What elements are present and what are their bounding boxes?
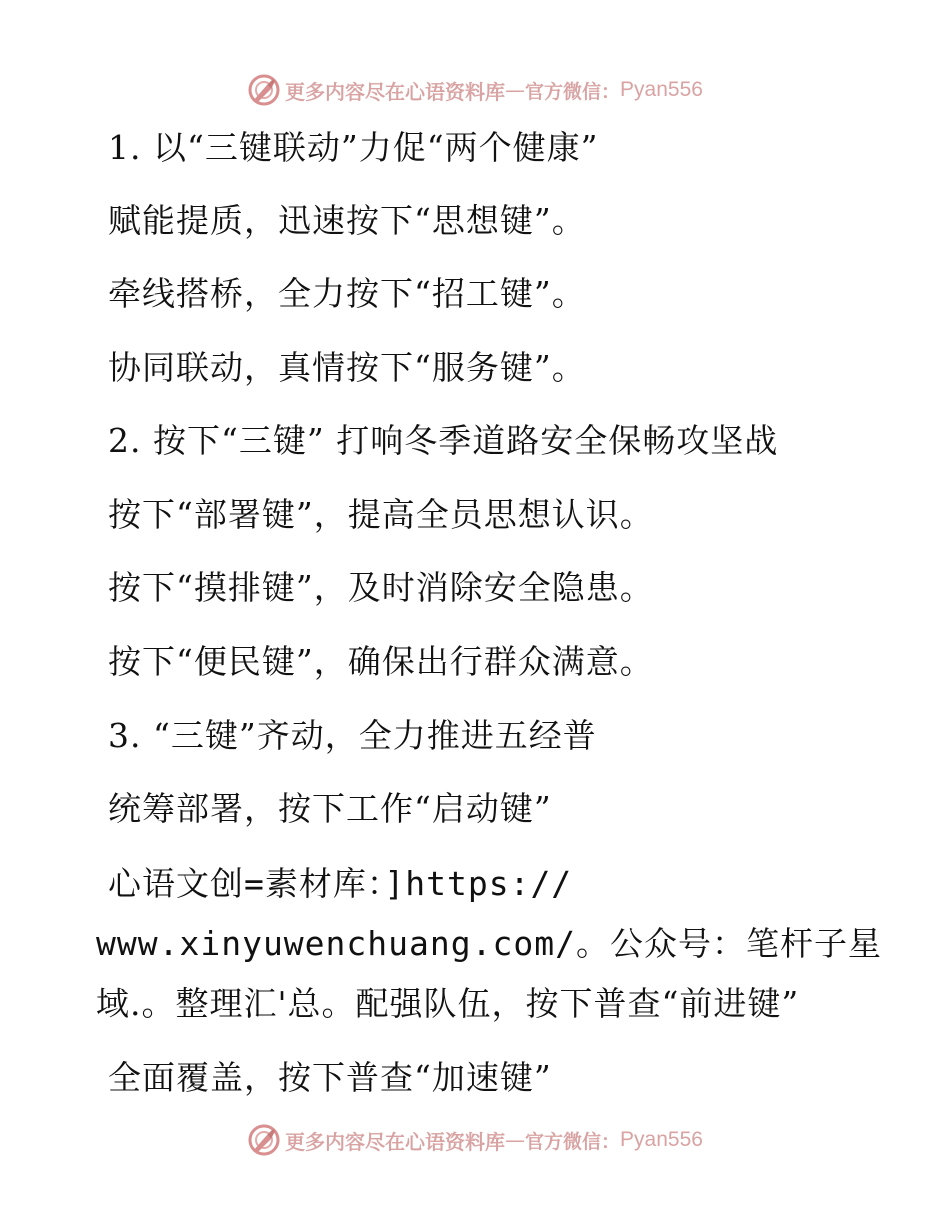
brand-logo-icon [247, 1123, 281, 1157]
watermark-handle: Pyan556 [620, 1128, 703, 1151]
watermark-header [0, 70, 950, 110]
text-line: 按下“部署键”，提高全员思想认识。 [108, 495, 654, 534]
brand-logo-icon [247, 73, 281, 107]
watermark-main-text: 更多内容尽在心语资料库 [285, 1129, 506, 1154]
watermark-main-text: 更多内容尽在心语资料库 [285, 79, 506, 104]
watermark-wechat-label: 官方微信： [525, 1130, 621, 1153]
text-line: 全面覆盖，按下普查“加速键” [108, 1058, 552, 1097]
text-line: 赋能提质，迅速按下“思想键”。 [108, 201, 586, 240]
watermark-separator: — [505, 78, 526, 102]
text-line: 牵线搭桥，全力按下“招工键”。 [108, 274, 586, 313]
watermark-handle: Pyan556 [620, 78, 703, 101]
heading-1: 1. 以“三键联动”力促“两个健康” [108, 128, 599, 167]
source-line: 心语文创=素材库：]https:// [108, 864, 573, 903]
heading-3: 3. “三键”齐动，全力推进五经普 [108, 716, 597, 755]
text-line: 统筹部署，按下工作“启动键” [108, 789, 552, 828]
text-line: 协同联动，真情按下“服务键”。 [108, 348, 586, 387]
watermark-wechat-label: 官方微信： [525, 80, 621, 103]
text-line: 按下“摸排键”，及时消除安全隐患。 [108, 568, 654, 607]
heading-2: 2. 按下“三键” 打响冬季道路安全保畅攻坚战 [108, 421, 779, 460]
watermark-separator: — [505, 1128, 526, 1152]
watermark-footer [0, 1120, 950, 1160]
source-url-line: www.xinyuwenchuang.com/。公众号：笔杆子星 [96, 924, 882, 963]
text-line: 域.。整理汇'总。配强队伍，按下普查“前进键” [96, 984, 800, 1023]
text-line: 按下“便民键”，确保出行群众满意。 [108, 642, 654, 681]
